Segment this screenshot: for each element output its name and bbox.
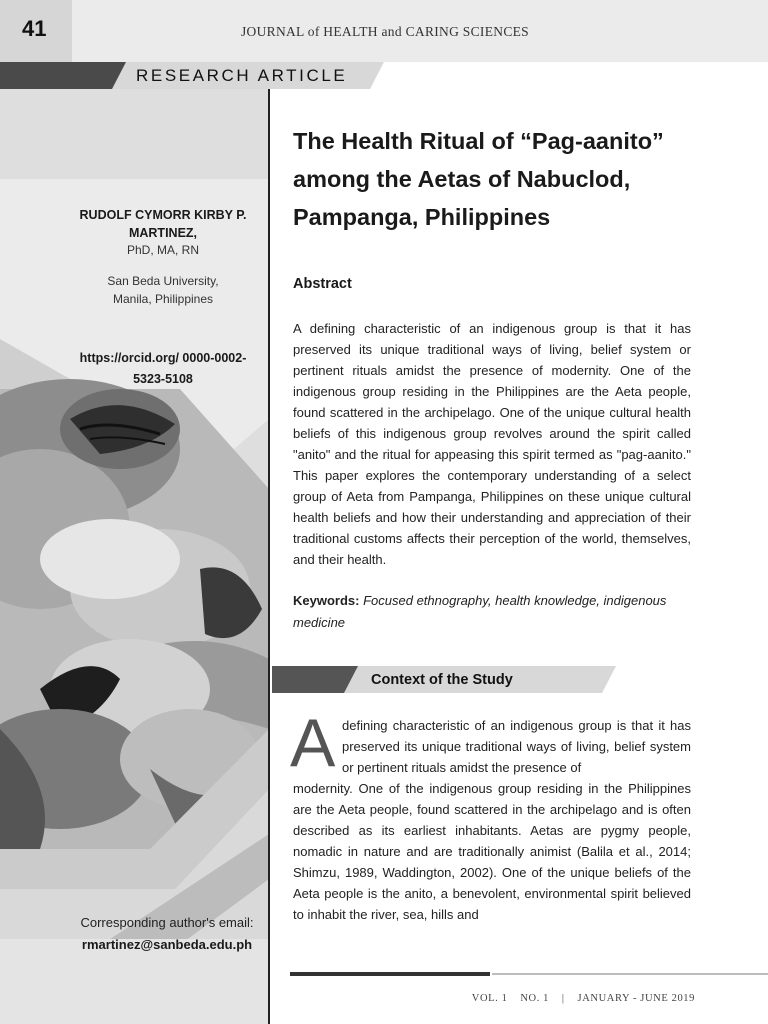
author-credentials: PhD, MA, RN	[126, 243, 199, 257]
keywords-text: Focused ethnography, health knowledge, indigenous medicine	[293, 593, 667, 630]
orcid-link-line1[interactable]: https://orcid.org/ 0000-0002-	[79, 351, 247, 365]
page-number-box	[0, 0, 72, 62]
footer-rule-light	[492, 973, 768, 975]
journal-name: JOURNAL of HEALTH and CARING SCIENCES	[241, 24, 529, 39]
corresponding-label: Corresponding author's email:	[80, 915, 254, 930]
section-body-indented: defining characteristic of an indigenous group is that it has preserved its unique traditional ways of living, belief system or pertinent rituals amidst the presence of	[342, 718, 691, 775]
author-name: RUDOLF CYMORR KIRBY P. MARTINEZ,	[79, 208, 247, 240]
orcid-link-line2[interactable]: 5323-5108	[133, 372, 193, 386]
drop-cap: A	[290, 705, 336, 781]
keywords	[293, 590, 691, 634]
footer-issue-info: VOL. 1 NO. 1 | JANUARY - JUNE 2019	[471, 993, 695, 1004]
column-divider	[268, 89, 270, 1024]
section-body: modernity. One of the indigenous group residing in the Philippines are the Aeta people, found scattered in the archipelago and is often described as its earliest inhabitants. Aetas are pygmy people, nomadic in nature and are traditionally animist (Balila et al., 2014; Shimzu, 1989, Waddington, 2002). One of the unique beliefs of the Aeta people is the anito, a benevolent, environmental spirit believed to inhabit the river, sea, hills and	[293, 781, 691, 922]
abstract-heading: Abstract	[293, 276, 352, 292]
page-number: 41	[22, 16, 47, 41]
author-affiliation-line1: San Beda University,	[107, 274, 219, 288]
abstract-body: A defining characteristic of an indigenous group is that it has preserved its unique traditional ways of living, belief system or pertinent rituals amidst the presence of modernity. One of the indigenous group residing in the Philippines are the Aeta people, found scattered in the archipelago. One of the unique cultural health beliefs of this indigenous group revolves around the spirit called "anito" and the ritual for appeasing this spirit termed as "pag-aanito." This paper explores the contemporary understanding of a select group of Aeta from Pampanga, Philippines on these unique cultural health beliefs and how their understanding and appreciation of their traditional customs affects their perception of the world, themselves, and their health.	[293, 321, 691, 567]
footer-rule-dark	[290, 972, 490, 976]
corresponding-email-link[interactable]: rmartinez@sanbeda.edu.ph	[81, 937, 253, 952]
article-title: The Health Ritual of “Pag-aanito” among the Aetas of Nabuclod, Pampanga, Philippines	[293, 128, 664, 230]
author-affiliation-line2: Manila, Philippines	[112, 292, 214, 306]
keywords-label: Keywords:	[293, 593, 360, 608]
section-title: Context of the Study	[371, 672, 513, 688]
article-type-label: RESEARCH ARTICLE	[136, 66, 348, 85]
